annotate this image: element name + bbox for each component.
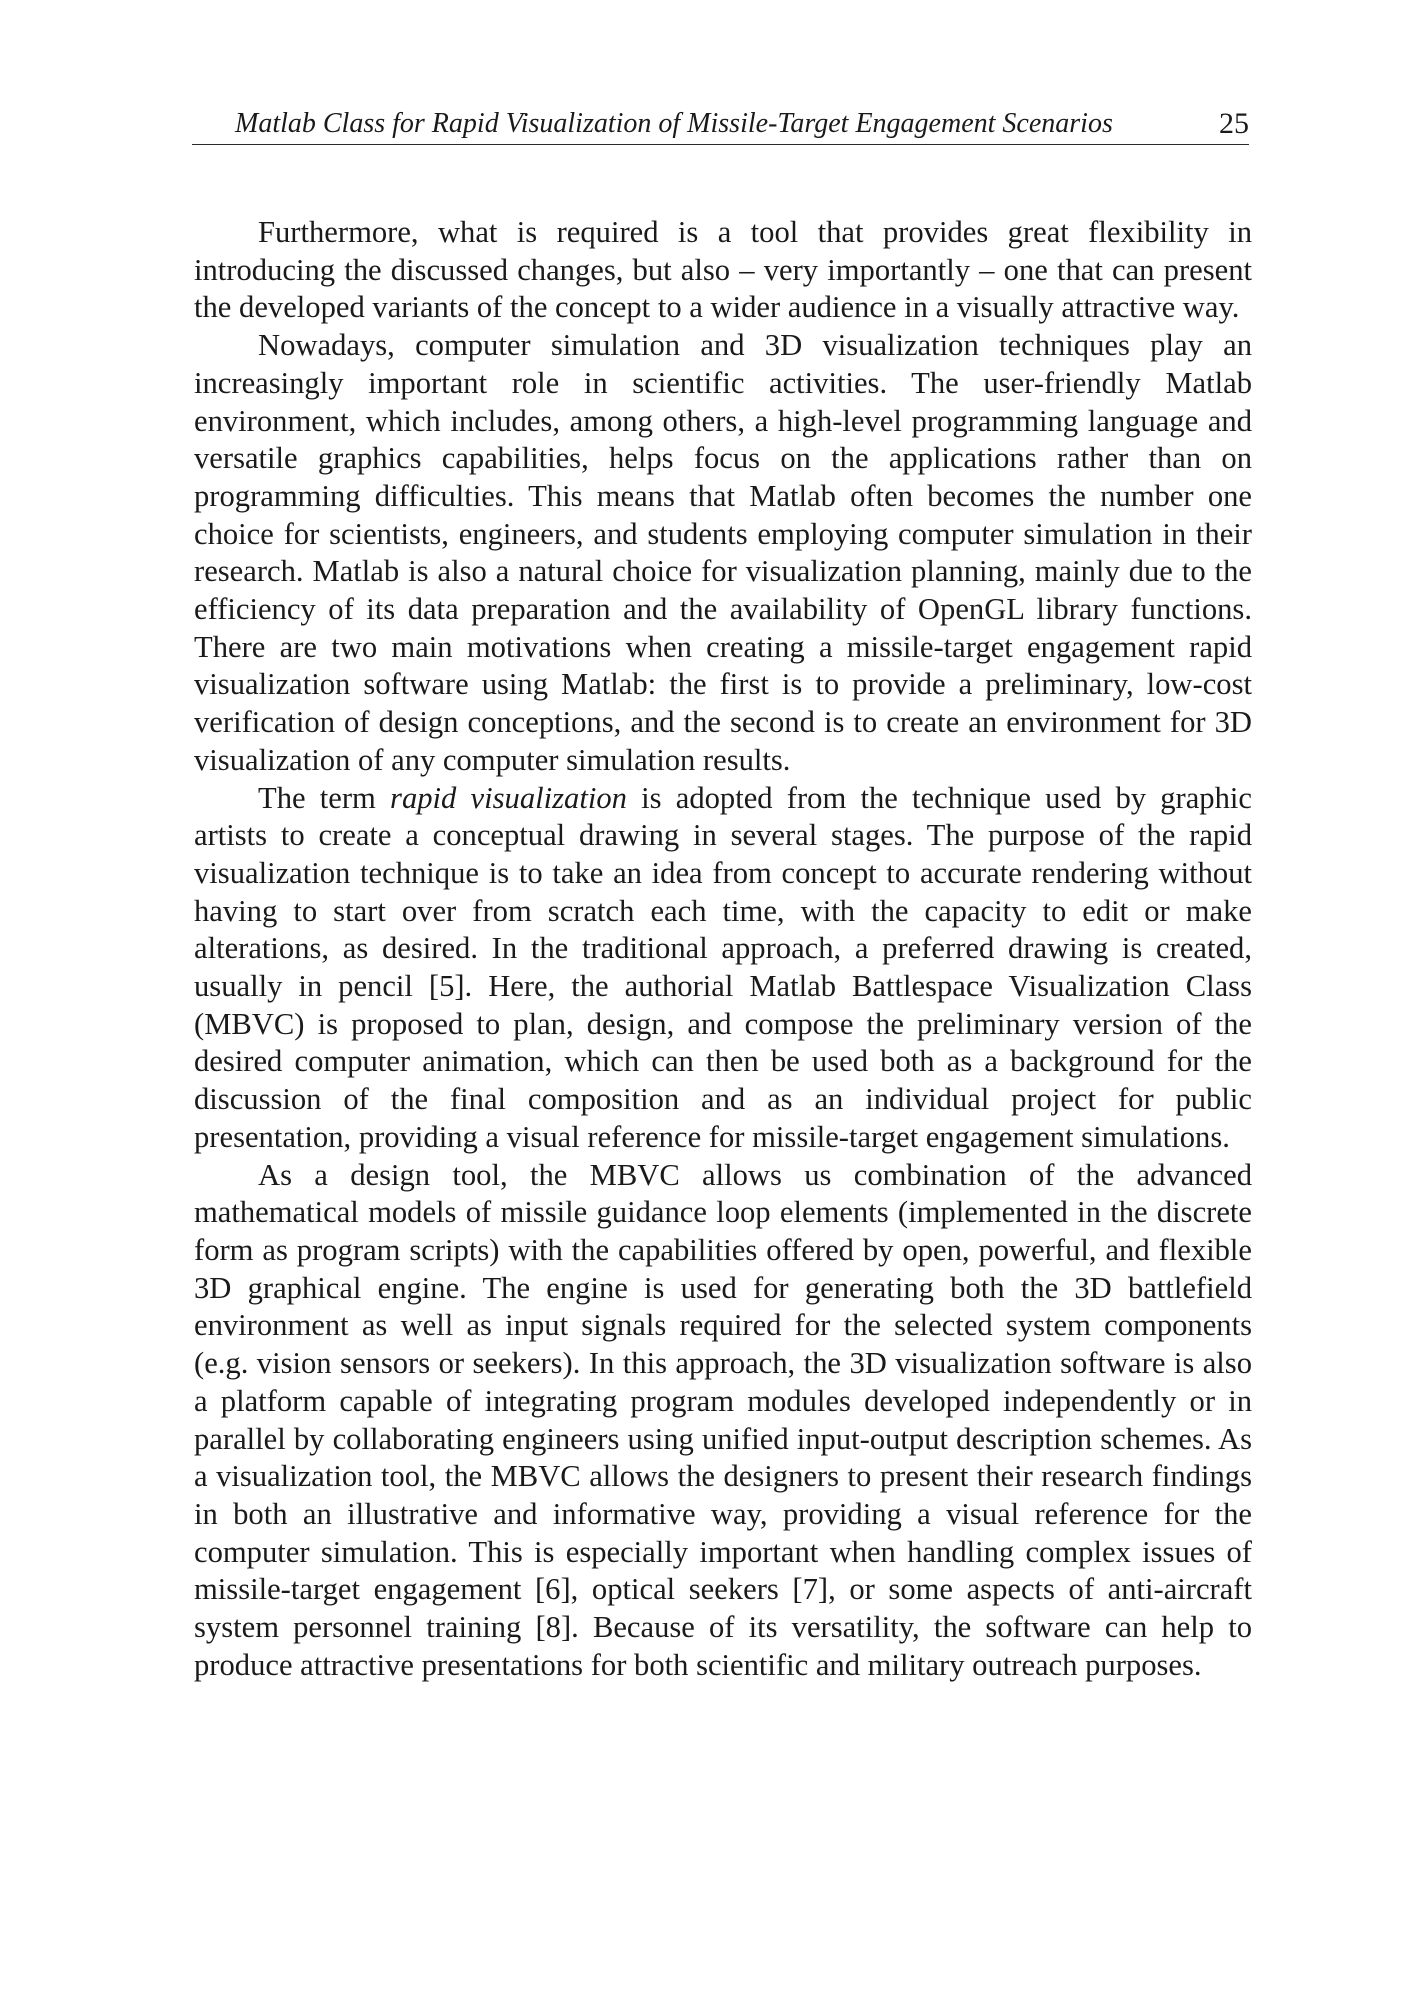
paragraph-4: As a design tool, the MBVC allows us combination of the advanced mathematical models of missile guidance loop elements (implemented in the discrete form as program scripts) with the capabilities offered by open, powerful, and flexible 3D graphical engine. The engine is used for generating both the 3D battlefield environment as well as input signals required for the selected system components (e.g. vision sensors or seekers). In this approach, the 3D visualization software is also a platform capable of integrating program modules developed independently or in parallel by collaborating engineers using unified input-output description schemes. As a visualization tool, the MBVC allows the designers to present their research findings in both an illustrative and informative way, providing a visual reference for the computer simulation. This is especially important when handling complex issues of missile-target engagement [6], optical seekers [7], or some aspects of anti-aircraft system personnel training [8]. Because of its versatility, the software can help to produce attractive presentations for both scientific and military outreach purposes. xyxy=(194,1157,1252,1682)
paragraph-3 xyxy=(194,780,1252,1157)
body-text xyxy=(194,214,1252,1684)
paragraph-2: Nowadays, computer simulation and 3D visualization techniques play an increasingly important role in scientific activities. The user-friendly Matlab environment, which includes, among others, a high-level programming language and versatile graphics capabilities, helps focus on the applications rather than on programming difficulties. This means that Matlab often becomes the number one choice for scientists, engineers, and students employing computer simulation in their research. Matlab is also a natural choice for visualization planning, mainly due to the efficiency of its data preparation and the availability of OpenGL library functions. There are two main motivations when creating a missile-target engagement rapid visualization software using Matlab: the first is to provide a preliminary, low-cost verification of design conceptions, and the second is to create an environment for 3D visualization of any computer simulation results. xyxy=(194,328,1252,777)
running-title: Matlab Class for Rapid Visualization of Missile-Target Engagement Scenarios xyxy=(235,108,1113,139)
paragraph-1: Furthermore, what is required is a tool that provides great flexibility in introducing the discussed changes, but also – very importantly – one that can present the developed variants of the concept to a wider audience in a visually attractive way. xyxy=(194,215,1252,325)
paragraph-3-text: is adopted from the technique used by graphic artists to create a conceptual drawing in several stages. The purpose of the rapid visualization technique is to take an idea from concept to accurate rendering without having to start over from scratch each time, with the capacity to edit or make alterations, as desired. In the traditional approach, a preferred drawing is created, usually in pencil [5]. Here, the authorial Matlab Battlespace Visualization Class (MBVC) is proposed to plan, design, and compose the preliminary version of the desired computer animation, which can then be used both as a background for the discussion of the final composition and as an individual project for public presentation, providing a visual reference for missile-target engagement simulations. xyxy=(194,780,1252,1154)
page-number: 25 xyxy=(1219,107,1249,140)
emphasized-term: rapid visualization xyxy=(390,780,627,815)
paragraph-3-lead: The term xyxy=(258,780,391,815)
running-header xyxy=(192,104,1249,145)
